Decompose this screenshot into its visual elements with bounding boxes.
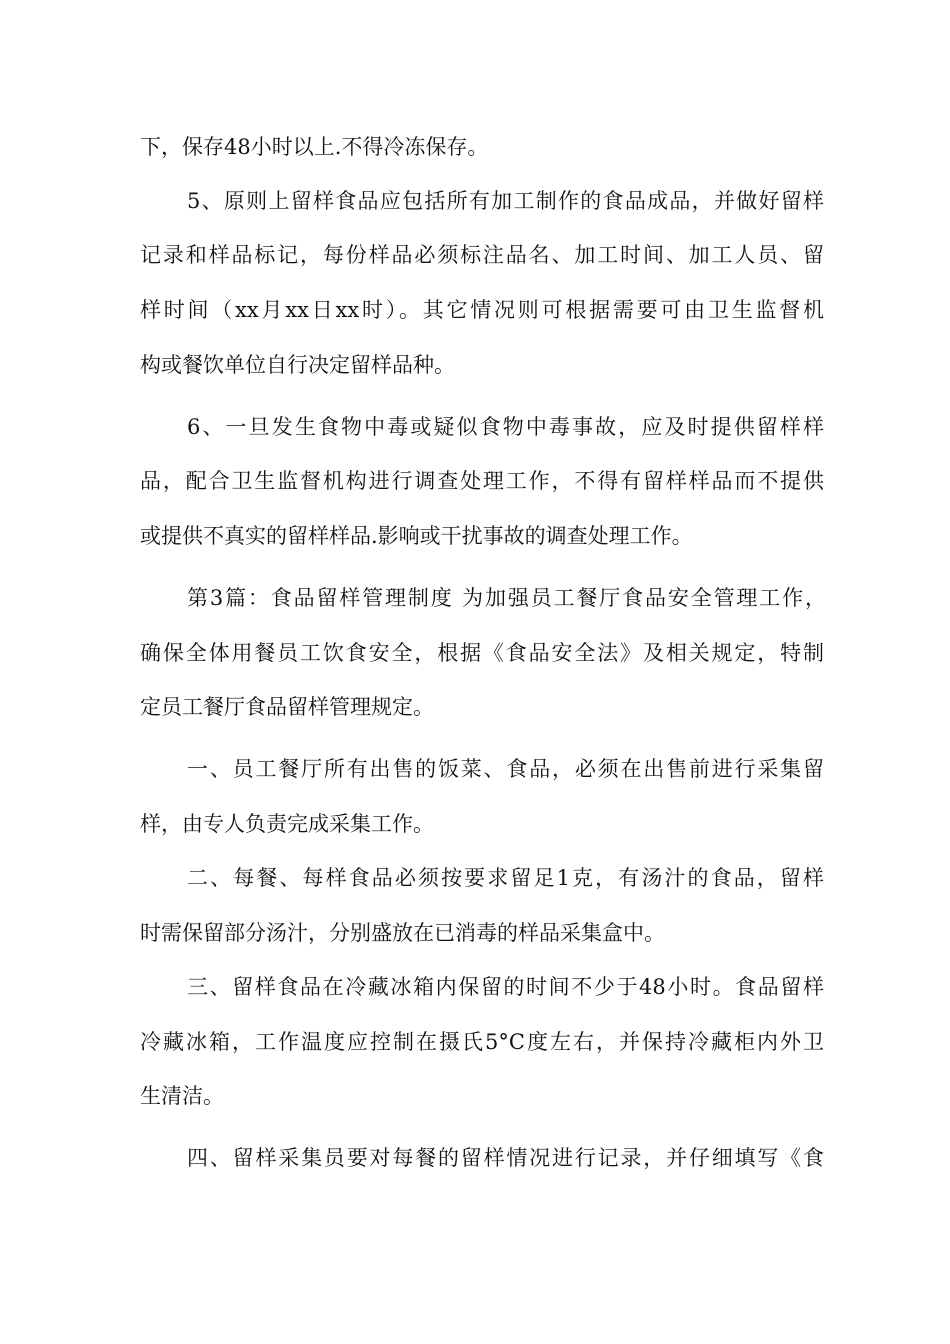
text-line: 构或餐饮单位自行决定留样品种。 [140, 353, 455, 377]
text-line: 三、留样食品在冷藏冰箱内保留的时间不少于48小时。食品留样 [187, 975, 824, 999]
text-line: 6、一旦发生食物中毒或疑似食物中毒事故，应及时提供留样样 [187, 415, 824, 439]
text-line: 生清洁。 [140, 1084, 224, 1108]
text-line: 确保全体用餐员工饮食安全，根据《食品安全法》及相关规定，特制 [140, 641, 824, 665]
text-line: 冷藏冰箱，工作温度应控制在摄氏5°C度左右，并保持冷藏柜内外卫 [140, 1030, 824, 1054]
text-line: 第3篇：食品留样管理制度 为加强员工餐厅食品安全管理工作， [187, 586, 826, 610]
text-line: 品，配合卫生监督机构进行调查处理工作，不得有留样样品而不提供 [140, 469, 824, 493]
text-line: 二、每餐、每样食品必须按要求留足1克，有汤汁的食品，留样 [187, 866, 824, 890]
text-line: 样时间（xx月xx日xx时）。其它情况则可根据需要可由卫生监督机 [140, 298, 824, 322]
text-line: 定员工餐厅食品留样管理规定。 [140, 695, 434, 719]
text-line: 下，保存48小时以上.不得冷冻保存。 [140, 135, 489, 159]
text-line: 记录和样品标记，每份样品必须标注品名、加工时间、加工人员、留 [140, 243, 824, 267]
text-line: 5、原则上留样食品应包括所有加工制作的食品成品，并做好留样 [187, 189, 824, 213]
text-line: 时需保留部分汤汁，分别盛放在已消毒的样品采集盒中。 [140, 921, 665, 945]
text-line: 样，由专人负责完成采集工作。 [140, 812, 434, 836]
text-line: 一、员工餐厅所有出售的饭菜、食品，必须在出售前进行采集留 [187, 757, 824, 781]
text-line: 四、留样采集员要对每餐的留样情况进行记录，并仔细填写《食 [187, 1146, 824, 1170]
text-line: 或提供不真实的留样样品.影响或干扰事故的调查处理工作。 [140, 524, 693, 548]
